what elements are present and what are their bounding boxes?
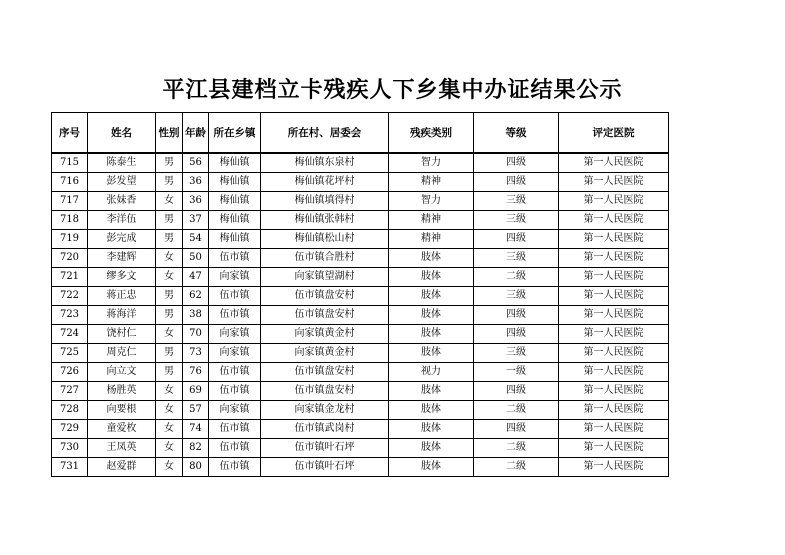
cell-number: 721 — [52, 268, 88, 287]
col-header-grade: 等级 — [474, 113, 559, 154]
cell-township: 梅仙镇 — [209, 211, 261, 230]
results-table — [51, 112, 669, 477]
cell-number: 727 — [52, 382, 88, 401]
col-header-gender: 性别 — [156, 113, 183, 154]
cell-gender: 男 — [156, 306, 183, 325]
cell-number: 723 — [52, 306, 88, 325]
cell-number: 731 — [52, 458, 88, 477]
page-title: 平江县建档立卡残疾人下乡集中办证结果公示 — [162, 78, 623, 103]
cell-grade: 二级 — [474, 401, 559, 420]
cell-gender: 女 — [156, 439, 183, 458]
cell-age: 36 — [183, 173, 209, 192]
cell-village: 伍市镇武岗村 — [261, 420, 389, 439]
cell-grade: 四级 — [474, 173, 559, 192]
cell-gender: 男 — [156, 344, 183, 363]
cell-grade: 二级 — [474, 268, 559, 287]
cell-gender: 女 — [156, 268, 183, 287]
cell-gender: 男 — [156, 211, 183, 230]
cell-gender: 男 — [156, 363, 183, 382]
cell-number: 718 — [52, 211, 88, 230]
cell-gender: 男 — [156, 153, 183, 173]
cell-disability-type: 肢体 — [389, 401, 474, 420]
cell-grade: 一级 — [474, 363, 559, 382]
cell-disability-type: 肢体 — [389, 287, 474, 306]
cell-age: 47 — [183, 268, 209, 287]
table-row — [52, 306, 669, 325]
cell-village: 伍市镇合胜村 — [261, 249, 389, 268]
cell-number: 730 — [52, 439, 88, 458]
table-row — [52, 230, 669, 249]
cell-township: 向家镇 — [209, 344, 261, 363]
cell-grade: 四级 — [474, 325, 559, 344]
cell-disability-type: 肢体 — [389, 249, 474, 268]
cell-name: 缪多文 — [88, 268, 156, 287]
cell-hospital: 第一人民医院 — [559, 363, 669, 382]
cell-grade: 四级 — [474, 382, 559, 401]
table-body — [52, 153, 669, 477]
cell-age: 76 — [183, 363, 209, 382]
cell-disability-type: 智力 — [389, 192, 474, 211]
cell-village: 伍市镇盘安村 — [261, 306, 389, 325]
cell-township: 伍市镇 — [209, 363, 261, 382]
header-row — [52, 113, 669, 154]
cell-disability-type: 精神 — [389, 173, 474, 192]
cell-number: 724 — [52, 325, 88, 344]
cell-village: 伍市镇叶石坪 — [261, 439, 389, 458]
cell-number: 725 — [52, 344, 88, 363]
table-row — [52, 420, 669, 439]
cell-age: 37 — [183, 211, 209, 230]
table-row — [52, 325, 669, 344]
cell-hospital: 第一人民医院 — [559, 382, 669, 401]
cell-township: 向家镇 — [209, 325, 261, 344]
cell-name: 童爱枚 — [88, 420, 156, 439]
col-header-disability-type: 残疾类别 — [389, 113, 474, 154]
cell-village: 向家镇黄金村 — [261, 344, 389, 363]
table-row — [52, 458, 669, 477]
cell-hospital: 第一人民医院 — [559, 306, 669, 325]
cell-name: 李建辉 — [88, 249, 156, 268]
cell-township: 伍市镇 — [209, 439, 261, 458]
cell-village: 向家镇黄金村 — [261, 325, 389, 344]
cell-name: 彭发望 — [88, 173, 156, 192]
col-header-number: 序号 — [52, 113, 88, 154]
table-row — [52, 287, 669, 306]
cell-age: 82 — [183, 439, 209, 458]
col-header-township: 所在乡镇 — [209, 113, 261, 154]
cell-grade: 三级 — [474, 211, 559, 230]
cell-village: 伍市镇叶石坪 — [261, 458, 389, 477]
cell-number: 719 — [52, 230, 88, 249]
cell-disability-type: 精神 — [389, 230, 474, 249]
cell-township: 伍市镇 — [209, 306, 261, 325]
cell-disability-type: 肢体 — [389, 382, 474, 401]
cell-gender: 女 — [156, 458, 183, 477]
cell-grade: 二级 — [474, 439, 559, 458]
cell-gender: 女 — [156, 325, 183, 344]
cell-name: 杨胜英 — [88, 382, 156, 401]
cell-township: 向家镇 — [209, 268, 261, 287]
cell-name: 向立文 — [88, 363, 156, 382]
cell-name: 李洋伍 — [88, 211, 156, 230]
cell-village: 向家镇望湖村 — [261, 268, 389, 287]
cell-grade: 三级 — [474, 192, 559, 211]
cell-township: 伍市镇 — [209, 382, 261, 401]
cell-grade: 四级 — [474, 153, 559, 173]
table-row — [52, 344, 669, 363]
cell-township: 伍市镇 — [209, 249, 261, 268]
cell-age: 80 — [183, 458, 209, 477]
cell-age: 36 — [183, 192, 209, 211]
col-header-name: 姓名 — [88, 113, 156, 154]
cell-age: 56 — [183, 153, 209, 173]
cell-age: 38 — [183, 306, 209, 325]
cell-gender: 男 — [156, 173, 183, 192]
cell-village: 向家镇金龙村 — [261, 401, 389, 420]
cell-hospital: 第一人民医院 — [559, 173, 669, 192]
cell-hospital: 第一人民医院 — [559, 439, 669, 458]
cell-village: 梅仙镇张韩村 — [261, 211, 389, 230]
cell-number: 729 — [52, 420, 88, 439]
cell-gender: 男 — [156, 287, 183, 306]
col-header-village: 所在村、居委会 — [261, 113, 389, 154]
cell-hospital: 第一人民医院 — [559, 420, 669, 439]
cell-name: 张妹香 — [88, 192, 156, 211]
cell-gender: 女 — [156, 420, 183, 439]
cell-village: 伍市镇盘安村 — [261, 363, 389, 382]
cell-number: 722 — [52, 287, 88, 306]
cell-disability-type: 肢体 — [389, 268, 474, 287]
cell-age: 69 — [183, 382, 209, 401]
cell-disability-type: 肢体 — [389, 439, 474, 458]
table-row — [52, 401, 669, 420]
cell-number: 717 — [52, 192, 88, 211]
cell-hospital: 第一人民医院 — [559, 401, 669, 420]
cell-grade: 三级 — [474, 287, 559, 306]
cell-grade: 四级 — [474, 420, 559, 439]
cell-township: 梅仙镇 — [209, 230, 261, 249]
table-row — [52, 192, 669, 211]
cell-name: 彭完成 — [88, 230, 156, 249]
cell-name: 蒋正忠 — [88, 287, 156, 306]
cell-gender: 女 — [156, 249, 183, 268]
cell-age: 57 — [183, 401, 209, 420]
table-row — [52, 439, 669, 458]
cell-village: 梅仙镇花坪村 — [261, 173, 389, 192]
cell-hospital: 第一人民医院 — [559, 325, 669, 344]
cell-name: 周克仁 — [88, 344, 156, 363]
cell-hospital: 第一人民医院 — [559, 249, 669, 268]
cell-village: 梅仙镇松山村 — [261, 230, 389, 249]
table-row — [52, 268, 669, 287]
cell-village: 伍市镇盘安村 — [261, 287, 389, 306]
cell-grade: 三级 — [474, 344, 559, 363]
cell-name: 赵爱群 — [88, 458, 156, 477]
cell-name: 饶村仁 — [88, 325, 156, 344]
cell-disability-type: 肢体 — [389, 325, 474, 344]
cell-grade: 四级 — [474, 230, 559, 249]
cell-gender: 男 — [156, 230, 183, 249]
cell-disability-type: 智力 — [389, 153, 474, 173]
cell-age: 54 — [183, 230, 209, 249]
cell-hospital: 第一人民医院 — [559, 211, 669, 230]
cell-hospital: 第一人民医院 — [559, 344, 669, 363]
cell-age: 62 — [183, 287, 209, 306]
cell-disability-type: 肢体 — [389, 344, 474, 363]
cell-disability-type: 肢体 — [389, 420, 474, 439]
table-row — [52, 363, 669, 382]
cell-disability-type: 视力 — [389, 363, 474, 382]
cell-disability-type: 肢体 — [389, 458, 474, 477]
col-header-hospital: 评定医院 — [559, 113, 669, 154]
cell-number: 728 — [52, 401, 88, 420]
cell-hospital: 第一人民医院 — [559, 268, 669, 287]
table-row — [52, 211, 669, 230]
cell-name: 王凤英 — [88, 439, 156, 458]
cell-village: 梅仙镇东泉村 — [261, 153, 389, 173]
cell-village: 伍市镇盘安村 — [261, 382, 389, 401]
cell-township: 伍市镇 — [209, 420, 261, 439]
table-row — [52, 173, 669, 192]
table-row — [52, 153, 669, 173]
table-row — [52, 249, 669, 268]
cell-name: 陈泰生 — [88, 153, 156, 173]
cell-grade: 二级 — [474, 458, 559, 477]
cell-number: 716 — [52, 173, 88, 192]
cell-age: 73 — [183, 344, 209, 363]
cell-number: 720 — [52, 249, 88, 268]
cell-township: 梅仙镇 — [209, 153, 261, 173]
cell-township: 梅仙镇 — [209, 192, 261, 211]
cell-age: 50 — [183, 249, 209, 268]
cell-township: 伍市镇 — [209, 458, 261, 477]
cell-township: 梅仙镇 — [209, 173, 261, 192]
cell-hospital: 第一人民医院 — [559, 458, 669, 477]
cell-township: 向家镇 — [209, 401, 261, 420]
cell-name: 向要根 — [88, 401, 156, 420]
cell-gender: 女 — [156, 382, 183, 401]
cell-name: 蒋海洋 — [88, 306, 156, 325]
cell-township: 伍市镇 — [209, 287, 261, 306]
cell-number: 726 — [52, 363, 88, 382]
table-row — [52, 382, 669, 401]
cell-age: 70 — [183, 325, 209, 344]
cell-hospital: 第一人民医院 — [559, 153, 669, 173]
cell-village: 梅仙镇填得村 — [261, 192, 389, 211]
cell-hospital: 第一人民医院 — [559, 192, 669, 211]
cell-gender: 女 — [156, 401, 183, 420]
cell-disability-type: 精神 — [389, 211, 474, 230]
cell-grade: 三级 — [474, 249, 559, 268]
cell-number: 715 — [52, 153, 88, 173]
cell-gender: 女 — [156, 192, 183, 211]
cell-hospital: 第一人民医院 — [559, 230, 669, 249]
col-header-age: 年龄 — [183, 113, 209, 154]
cell-grade: 四级 — [474, 306, 559, 325]
cell-age: 74 — [183, 420, 209, 439]
cell-disability-type: 肢体 — [389, 306, 474, 325]
cell-hospital: 第一人民医院 — [559, 287, 669, 306]
